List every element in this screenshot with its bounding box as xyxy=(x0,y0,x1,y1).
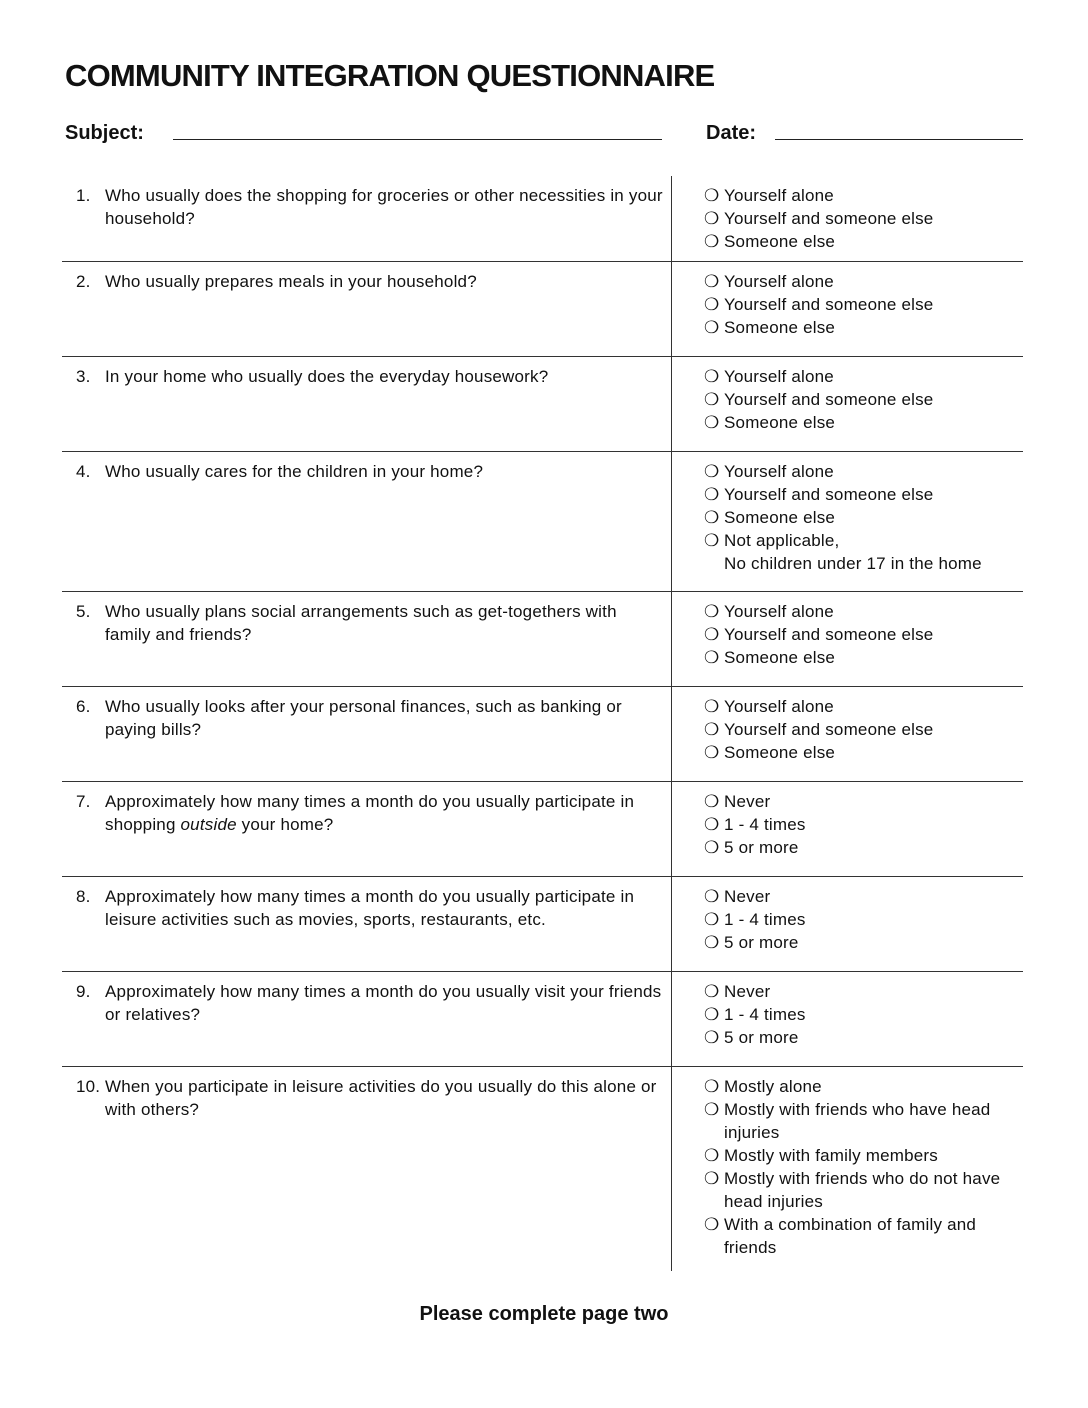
answer-option-list xyxy=(672,687,1022,764)
answer-option-label: Yourself alone xyxy=(724,462,834,481)
question-text xyxy=(76,790,665,836)
date-field[interactable] xyxy=(775,139,1023,140)
answer-option[interactable] xyxy=(704,388,1022,411)
answer-options xyxy=(671,687,1022,781)
answer-options xyxy=(671,357,1022,451)
question-number: 4. xyxy=(76,462,91,481)
radio-circle-icon[interactable]: ❍ xyxy=(704,413,720,432)
question-number: 7. xyxy=(76,792,91,811)
answer-option-label: Someone else xyxy=(724,318,836,337)
question-row xyxy=(62,452,1023,592)
question-text xyxy=(76,695,665,741)
question-label: Who usually looks after your personal finances, such as banking or paying bills? xyxy=(105,697,622,739)
answer-option-label: Yourself alone xyxy=(724,186,834,205)
radio-circle-icon[interactable]: ❍ xyxy=(704,1100,720,1119)
answer-option-label: Mostly alone xyxy=(724,1077,822,1096)
questionnaire-table xyxy=(62,176,1023,1271)
answer-option-list xyxy=(672,972,1022,1049)
answer-option-label: Yourself and someone else xyxy=(724,720,934,739)
question-row xyxy=(62,782,1023,877)
question-row xyxy=(62,262,1023,357)
radio-circle-icon[interactable]: ❍ xyxy=(704,625,720,644)
question-text xyxy=(76,885,665,931)
question-text xyxy=(76,600,665,646)
radio-circle-icon[interactable]: ❍ xyxy=(704,743,720,762)
page-title: COMMUNITY INTEGRATION QUESTIONNAIRE xyxy=(65,58,715,93)
answer-option-label: Someone else xyxy=(724,648,836,667)
radio-circle-icon[interactable]: ❍ xyxy=(704,720,720,739)
question-label: When you participate in leisure activities do you usually do this alone or with others? xyxy=(105,1077,657,1119)
answer-option[interactable] xyxy=(704,885,1022,908)
radio-circle-icon[interactable]: ❍ xyxy=(704,272,720,291)
answer-option[interactable] xyxy=(704,1098,1022,1144)
question-label: Who usually plans social arrangements such as get-togethers with family and friends? xyxy=(105,602,617,644)
question-label: Who usually does the shopping for groceries or other necessities in your household? xyxy=(105,186,663,228)
answer-option-label: 5 or more xyxy=(724,1028,799,1047)
radio-circle-icon[interactable]: ❍ xyxy=(704,232,720,251)
answer-option-list xyxy=(672,592,1022,669)
answer-option[interactable] xyxy=(704,695,1022,718)
radio-circle-icon[interactable]: ❍ xyxy=(704,887,720,906)
answer-option-label: Yourself alone xyxy=(724,272,834,291)
question-number: 3. xyxy=(76,367,91,386)
question-row xyxy=(62,357,1023,452)
radio-circle-icon[interactable]: ❍ xyxy=(704,531,720,550)
question-text xyxy=(76,365,665,388)
radio-circle-icon[interactable]: ❍ xyxy=(704,318,720,337)
answer-option-label: Never xyxy=(724,792,771,811)
question-number: 9. xyxy=(76,982,91,1001)
radio-circle-icon[interactable]: ❍ xyxy=(704,508,720,527)
answer-option-label: Mostly with family members xyxy=(724,1146,938,1165)
question-label: Who usually prepares meals in your household? xyxy=(105,272,477,291)
question-text xyxy=(76,1075,665,1121)
answer-option-label: With a combination of family and friends xyxy=(724,1215,977,1257)
radio-circle-icon[interactable]: ❍ xyxy=(704,982,720,1001)
answer-option-label: Not applicable, No children under 17 in the home xyxy=(724,531,982,573)
answer-option-label: Never xyxy=(724,982,771,1001)
radio-circle-icon[interactable]: ❍ xyxy=(704,602,720,621)
radio-circle-icon[interactable]: ❍ xyxy=(704,295,720,314)
answer-option-list xyxy=(672,262,1022,339)
radio-circle-icon[interactable]: ❍ xyxy=(704,792,720,811)
radio-circle-icon[interactable]: ❍ xyxy=(704,1077,720,1096)
question-label: Who usually cares for the children in your home? xyxy=(105,462,484,481)
question-number: 8. xyxy=(76,887,91,906)
answer-option[interactable] xyxy=(704,1213,1022,1259)
answer-option-label: Yourself and someone else xyxy=(724,295,934,314)
radio-circle-icon[interactable]: ❍ xyxy=(704,186,720,205)
answer-option-label: 1 - 4 times xyxy=(724,1005,806,1024)
answer-option[interactable] xyxy=(704,529,1022,575)
question-number: 1. xyxy=(76,186,91,205)
radio-circle-icon[interactable]: ❍ xyxy=(704,910,720,929)
question-label: Approximately how many times a month do you usually visit your friends or relatives? xyxy=(105,982,662,1024)
answer-option[interactable] xyxy=(704,623,1022,646)
answer-option[interactable] xyxy=(704,1144,1022,1167)
answer-option[interactable] xyxy=(704,293,1022,316)
radio-circle-icon[interactable]: ❍ xyxy=(704,933,720,952)
answer-option[interactable] xyxy=(704,908,1022,931)
radio-circle-icon[interactable]: ❍ xyxy=(704,1005,720,1024)
answer-option-label: Yourself alone xyxy=(724,367,834,386)
answer-options xyxy=(671,452,1022,591)
answer-option[interactable] xyxy=(704,270,1022,293)
answer-option[interactable] xyxy=(704,365,1022,388)
answer-options xyxy=(671,782,1022,876)
answer-option[interactable] xyxy=(704,741,1022,764)
question-number: 10. xyxy=(76,1077,101,1096)
answer-option[interactable] xyxy=(704,718,1022,741)
question-text xyxy=(76,184,665,230)
answer-option[interactable] xyxy=(704,600,1022,623)
answer-option-list xyxy=(672,357,1022,434)
answer-options xyxy=(671,592,1022,686)
question-emphasis: outside xyxy=(180,815,237,834)
radio-circle-icon[interactable]: ❍ xyxy=(704,209,720,228)
answer-option-label: Someone else xyxy=(724,413,836,432)
radio-circle-icon[interactable]: ❍ xyxy=(704,1146,720,1165)
question-label: In your home who usually does the everyday housework? xyxy=(105,367,549,386)
answer-option[interactable] xyxy=(704,1075,1022,1098)
answer-option-list xyxy=(672,452,1022,575)
answer-option[interactable] xyxy=(704,813,1022,836)
answer-option-label: Yourself alone xyxy=(724,697,834,716)
answer-option-label: Yourself and someone else xyxy=(724,625,934,644)
subject-field[interactable] xyxy=(173,139,662,140)
question-row xyxy=(62,972,1023,1067)
question-row xyxy=(62,1067,1023,1271)
question-row xyxy=(62,877,1023,972)
subject-label: Subject: xyxy=(65,122,144,144)
answer-option-label: Someone else xyxy=(724,743,836,762)
radio-circle-icon[interactable]: ❍ xyxy=(704,485,720,504)
answer-option[interactable] xyxy=(704,836,1022,859)
radio-circle-icon[interactable]: ❍ xyxy=(704,815,720,834)
answer-option-list xyxy=(672,1067,1022,1259)
answer-option[interactable] xyxy=(704,980,1022,1003)
radio-circle-icon[interactable]: ❍ xyxy=(704,697,720,716)
answer-option-label: Never xyxy=(724,887,771,906)
radio-circle-icon[interactable]: ❍ xyxy=(704,462,720,481)
question-text xyxy=(76,270,665,293)
answer-option-label: 5 or more xyxy=(724,933,799,952)
answer-option-label: 5 or more xyxy=(724,838,799,857)
answer-option[interactable] xyxy=(704,1167,1022,1213)
answer-option[interactable] xyxy=(704,1026,1022,1049)
radio-circle-icon[interactable]: ❍ xyxy=(704,1169,720,1188)
answer-options xyxy=(671,176,1022,261)
radio-circle-icon[interactable]: ❍ xyxy=(704,1028,720,1047)
radio-circle-icon[interactable]: ❍ xyxy=(704,367,720,386)
answer-option[interactable] xyxy=(704,483,1022,506)
answer-options xyxy=(671,972,1022,1066)
radio-circle-icon[interactable]: ❍ xyxy=(704,1215,720,1234)
question-row xyxy=(62,176,1023,262)
answer-option-label: Yourself and someone else xyxy=(724,209,934,228)
question-row xyxy=(62,687,1023,782)
radio-circle-icon[interactable]: ❍ xyxy=(704,838,720,857)
answer-option[interactable] xyxy=(704,506,1022,529)
question-number: 2. xyxy=(76,272,91,291)
footer-note: Please complete page two xyxy=(419,1303,669,1325)
answer-option[interactable] xyxy=(704,1003,1022,1026)
radio-circle-icon[interactable]: ❍ xyxy=(704,390,720,409)
answer-option[interactable] xyxy=(704,230,1022,253)
question-label-end: your home? xyxy=(236,815,334,834)
answer-option-label: Yourself and someone else xyxy=(724,390,934,409)
question-number: 5. xyxy=(76,602,91,621)
question-number: 6. xyxy=(76,697,91,716)
answer-option[interactable] xyxy=(704,646,1022,669)
answer-option[interactable] xyxy=(704,207,1022,230)
answer-option-label: Mostly with friends who have head injuries xyxy=(724,1100,991,1142)
answer-options xyxy=(671,1067,1022,1271)
question-text xyxy=(76,460,665,483)
answer-option-list xyxy=(672,877,1022,954)
answer-option-label: Yourself alone xyxy=(724,602,834,621)
answer-option[interactable] xyxy=(704,316,1022,339)
answer-option[interactable] xyxy=(704,184,1022,207)
question-label: Approximately how many times a month do you usually participate in leisure activities such as movies, sports, restaurants, etc. xyxy=(105,887,635,929)
answer-options xyxy=(671,877,1022,971)
answer-option-label: 1 - 4 times xyxy=(724,910,806,929)
answer-options xyxy=(671,262,1022,356)
answer-option[interactable] xyxy=(704,411,1022,434)
answer-option-label: 1 - 4 times xyxy=(724,815,806,834)
answer-option[interactable] xyxy=(704,931,1022,954)
answer-option-list xyxy=(672,782,1022,859)
answer-option-label: Someone else xyxy=(724,508,836,527)
question-row xyxy=(62,592,1023,687)
answer-option-label: Someone else xyxy=(724,232,836,251)
date-label: Date: xyxy=(706,122,757,144)
answer-option-label: Yourself and someone else xyxy=(724,485,934,504)
question-text xyxy=(76,980,665,1026)
answer-option[interactable] xyxy=(704,790,1022,813)
question-label: Approximately how many times a month do you usually participate in shopping xyxy=(105,792,635,834)
answer-option-label: Mostly with friends who do not have head injuries xyxy=(724,1169,1001,1211)
radio-circle-icon[interactable]: ❍ xyxy=(704,648,720,667)
answer-option-list xyxy=(672,176,1022,253)
answer-option[interactable] xyxy=(704,460,1022,483)
